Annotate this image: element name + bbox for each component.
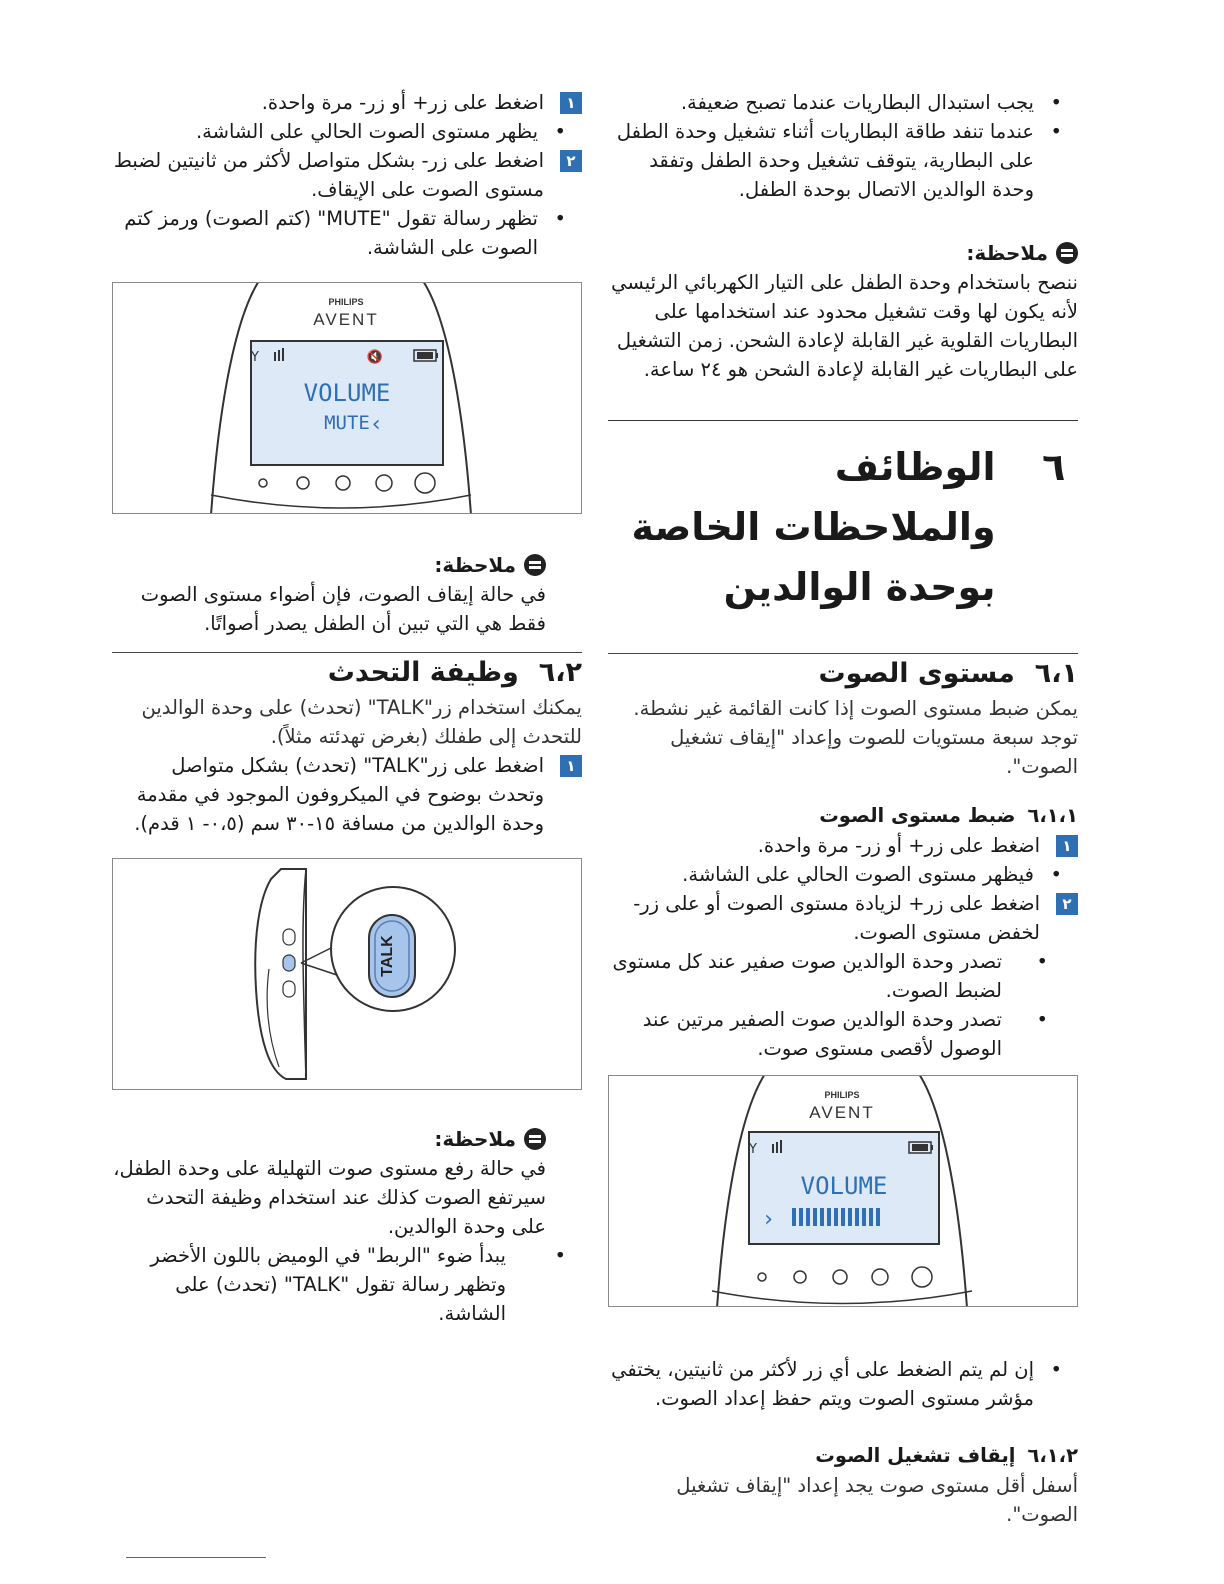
figure-volume-mute [112,282,582,514]
subsection-title: ضبط مستوى الصوت [819,804,1016,827]
subsection-heading [608,1441,1078,1471]
section-number: ٦،١ [1034,658,1078,689]
note-title: ملاحظة: [112,1124,582,1154]
step-number: ١ [560,92,582,114]
step: ١ اضغط على زر+ أو زر- مرة واحدة. [608,831,1078,860]
section-heading [608,654,1078,694]
subsection-title: إيقاف تشغيل الصوت [815,1444,1016,1467]
section-number: ٦،٢ [538,657,582,688]
device-side-illustration [112,859,581,1089]
step: ١ اضغط على زر"TALK" (تحدث) بشكل متواصل وتحدث بوضوح في الميكروفون الموجود في مقدمة وحدة الوالدين من مسافة ١٥-٣٠ سم (٠،٥- ١ قدم). [112,751,582,838]
list-item: • تصدر وحدة الوالدين صوت صفير عند كل مستوى لضبط الصوت. [608,947,1078,1005]
lcd-volume-text: VOLUME [800,1172,888,1200]
note-title: ملاحظة: [608,238,1078,268]
right-column [608,88,1078,1529]
note-text: في حالة رفع مستوى صوت التهليلة على وحدة الطفل، سيرتفع الصوت كذلك عند استخدام وظيفة التحدث على وحدة الوالدين. [113,1157,546,1238]
step: ١ اضغط على زر+ أو زر- مرة واحدة. [112,88,582,117]
list-item: • يجب استبدال البطاريات عندما تصبح ضعيفة. [608,88,1078,117]
list-item: • إن لم يتم الضغط على أي زر لأكثر من ثانيتين، يختفي مؤشر مستوى الصوت ويتم حفظ إعداد الصوت. [608,1355,1078,1413]
left-column [112,88,582,1328]
note-icon [524,554,546,576]
brand-top: PHILIPS [328,297,364,307]
figure-volume-level [608,1075,1078,1307]
figure-talk-button [112,858,582,1090]
list-item: • تصدر وحدة الوالدين صوت الصفير مرتين عند الوصول لأقصى مستوى صوت. [608,1005,1078,1063]
step-number: ٢ [1056,893,1078,915]
note-text: في حالة إيقاف الصوت، فإن أضواء مستوى الصوت فقط هي التي تبين أن الطفل يصدر أصواتًا. [140,583,546,635]
footer-rule [126,1557,266,1558]
chapter-title: الوظائف والملاحظات الخاصة بوحدة الوالدين [631,445,996,609]
brand-logo: AVENT [313,310,379,329]
note-icon [524,1128,546,1150]
subsection-number: ٦،١،٢ [1027,1444,1078,1467]
list-item: • تظهر رسالة تقول "MUTE" (كتم الصوت) ورمز كتم الصوت على الشاشة. [112,204,582,262]
lcd-volume-text: VOLUME [303,379,391,407]
chapter-number: ٦ [1042,445,1066,489]
talk-label: TALK [379,935,396,977]
list-item: • يظهر مستوى الصوت الحالي على الشاشة. [112,117,582,146]
section-intro: يمكنك استخدام زر"TALK" (تحدث) على وحدة الوالدين للتحدث إلى طفلك (بغرض تهدئته مثلاً). [141,696,582,748]
talk-button-small [283,955,295,971]
note-icon [1056,242,1078,264]
chevron-left-icon: ‹ [761,1207,775,1232]
chapter-heading [608,437,1078,617]
list-item: • يبدأ ضوء "الربط" في الوميض باللون الأخضر وتظهر رسالة تقول "TALK" (تحدث) على الشاشة. [112,1241,582,1328]
section-title: مستوى الصوت [818,658,1015,689]
subsection-text: أسفل أقل مستوى صوت يجد إعداد "إيقاف تشغيل الصوت". [676,1474,1078,1526]
signal-icon: Y [749,1142,757,1157]
brand-top: PHILIPS [824,1090,860,1100]
brand-logo: AVENT [809,1103,875,1122]
step-number: ١ [560,755,582,777]
lcd-mute-text: MUTE [324,412,370,434]
section-intro: يمكن ضبط مستوى الصوت إذا كانت القائمة غير نشطة. توجد سبعة مستويات للصوت وإعداد "إيقاف تشغيل الصوت". [633,697,1078,778]
subsection-number: ٦،١،١ [1027,804,1078,827]
note-title: ملاحظة: [112,550,582,580]
section-heading [112,653,582,693]
step: ٢ اضغط على زر- بشكل متواصل لأكثر من ثانيتين لضبط مستوى الصوت على الإيقاف. [112,146,582,204]
list-item: • عندما تنفد طاقة البطاريات أثناء تشغيل وحدة الطفل على البطارية، يتوقف تشغيل وحدة الطفل وتفقد وحدة الوالدين الاتصال بوحدة الطفل. [608,117,1078,204]
section-title: وظيفة التحدث [327,657,519,688]
mute-speaker-icon: 🔇 [366,350,383,365]
signal-icon: Y [251,350,259,365]
list-item: • فيظهر مستوى الصوت الحالي على الشاشة. [608,860,1078,889]
device-illustration [112,283,581,513]
note-text: ننصح باستخدام وحدة الطفل على التيار الكهربائي الرئيسي لأنه يكون لها وقت تشغيل محدود عند استخدامها على البطاريات القلوية غير القابلة لإعادة الشحن. زمن التشغيل على البطاريات غير القابلة لإعادة الشحن هو ٢٤ ساعة. [611,271,1078,381]
step-number: ١ [1056,835,1078,857]
chevron-right-icon: › [369,412,383,437]
device-illustration [608,1076,1077,1306]
step: ٢ اضغط على زر+ لزيادة مستوى الصوت أو على زر- لخفض مستوى الصوت. [608,889,1078,947]
step-number: ٢ [560,150,582,172]
subsection-heading [608,801,1078,831]
